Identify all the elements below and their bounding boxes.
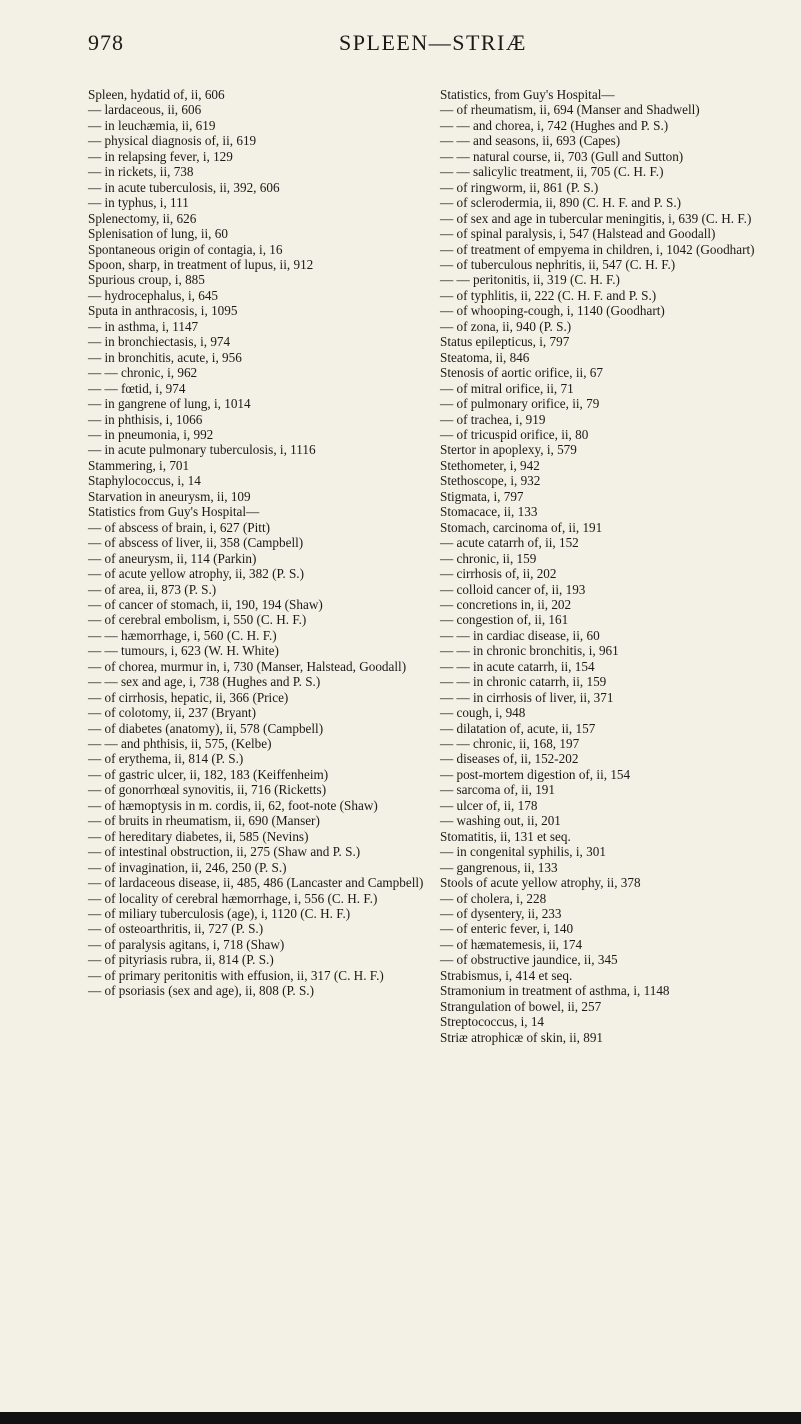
- index-entry: Spurious croup, i, 885: [88, 272, 205, 288]
- index-entry: — of pityriasis rubra, ii, 814 (P. S.): [88, 952, 274, 968]
- index-entry: — — peritonitis, ii, 319 (C. H. F.): [440, 272, 620, 288]
- index-entry: — of cancer of stomach, ii, 190, 194 (Shaw): [88, 596, 323, 612]
- index-entry: — of psoriasis (sex and age), ii, 808 (P. S.): [88, 983, 314, 999]
- index-entry: Stammering, i, 701: [88, 457, 190, 473]
- index-entry: — colloid cancer of, ii, 193: [440, 581, 586, 597]
- index-entry: — congestion of, ii, 161: [440, 612, 569, 628]
- index-entry: — of abscess of liver, ii, 358 (Campbell): [88, 535, 304, 551]
- index-entry: — — in cirrhosis of liver, ii, 371: [440, 689, 614, 705]
- page-header: [88, 30, 778, 60]
- index-entry: — of locality of cerebral hæmorrhage, i, 556 (C. H. F.): [88, 890, 378, 906]
- index-entry: — of cholera, i, 228: [440, 890, 547, 906]
- index-entry: Strabismus, i, 414 et seq.: [440, 967, 573, 983]
- index-entry: Stethoscope, i, 932: [440, 473, 541, 489]
- index-entry: Stenosis of aortic orifice, ii, 67: [440, 365, 603, 381]
- index-entry: — of rheumatism, ii, 694 (Manser and Shadwell): [440, 102, 700, 118]
- index-entry: — of cirrhosis, hepatic, ii, 366 (Price): [88, 689, 289, 705]
- index-entry: — of area, ii, 873 (P. S.): [88, 581, 217, 597]
- index-entry: Spleen, hydatid of, ii, 606: [88, 87, 225, 102]
- index-entry: — cough, i, 948: [440, 705, 526, 721]
- index-entry: — — sex and age, i, 738 (Hughes and P. S.): [88, 674, 321, 690]
- index-entry: — — chronic, ii, 168, 197: [440, 736, 580, 752]
- index-entry: Spontaneous origin of contagia, i, 16: [88, 241, 283, 257]
- index-entry: Stertor in apoplexy, i, 579: [440, 442, 577, 458]
- index-entry: — chronic, ii, 159: [440, 550, 537, 566]
- index-entry: — of pulmonary orifice, ii, 79: [440, 396, 600, 412]
- index-entry: — of treatment of empyema in children, i, 1042 (Goodhart): [440, 241, 755, 257]
- index-entry: Spoon, sharp, in treatment of lupus, ii, 912: [88, 256, 314, 272]
- index-entry: — lardaceous, ii, 606: [88, 102, 202, 118]
- index-entry: — of typhlitis, ii, 222 (C. H. F. and P. S.): [440, 287, 657, 303]
- index-entry: — in relapsing fever, i, 129: [88, 148, 233, 164]
- index-entry: Steatoma, ii, 846: [440, 349, 530, 365]
- index-entry: — — and seasons, ii, 693 (Capes): [440, 133, 621, 149]
- index-entry: — in acute pulmonary tuberculosis, i, 1116: [88, 442, 316, 458]
- index-entry: Splenisation of lung, ii, 60: [88, 226, 228, 242]
- index-entry: Stools of acute yellow atrophy, ii, 378: [440, 875, 641, 891]
- index-entry: Stramonium in treatment of asthma, i, 1148: [440, 983, 670, 999]
- index-entry: — of osteoarthritis, ii, 727 (P. S.): [88, 921, 264, 937]
- index-entry: — in acute tuberculosis, ii, 392, 606: [88, 179, 280, 195]
- index-entry: — of obstructive jaundice, ii, 345: [440, 952, 618, 968]
- index-entry: — of primary peritonitis with effusion, ii, 317 (C. H. F.): [88, 967, 384, 983]
- index-entry: — of diabetes (anatomy), ii, 578 (Campbell): [88, 720, 324, 736]
- index-entry: Striæ atrophicæ of skin, ii, 891: [440, 1029, 604, 1045]
- index-entry: Statistics from Guy's Hospital—: [88, 504, 260, 520]
- index-entry: — physical diagnosis of, ii, 619: [88, 133, 257, 149]
- index-entry: — in leuchæmia, ii, 619: [88, 117, 216, 133]
- index-column-right: [440, 87, 780, 1045]
- index-entry: Strangulation of bowel, ii, 257: [440, 998, 602, 1014]
- index-entry: — of dysentery, ii, 233: [440, 906, 562, 922]
- index-entry: — acute catarrh of, ii, 152: [440, 535, 579, 551]
- index-entry: Staphylococcus, i, 14: [88, 473, 201, 489]
- bottom-edge-bar: [0, 1412, 801, 1424]
- index-entry: — of enteric fever, i, 140: [440, 921, 574, 937]
- index-entry: — — and chorea, i, 742 (Hughes and P. S.): [440, 117, 669, 133]
- index-entry: — of invagination, ii, 246, 250 (P. S.): [88, 859, 287, 875]
- index-entry: — ulcer of, ii, 178: [440, 797, 538, 813]
- index-column-left: [88, 87, 428, 999]
- index-entry: — of mitral orifice, ii, 71: [440, 380, 574, 396]
- index-entry: — of ringworm, ii, 861 (P. S.): [440, 179, 599, 195]
- index-entry: Stomacace, ii, 133: [440, 504, 538, 520]
- index-entry: — of aneurysm, ii, 114 (Parkin): [88, 550, 257, 566]
- index-entry: Streptococcus, i, 14: [440, 1014, 545, 1030]
- index-entry: — of sclerodermia, ii, 890 (C. H. F. and P. S.): [440, 195, 682, 211]
- index-entry: Sputa in anthracosis, i, 1095: [88, 303, 238, 319]
- index-entry: — — tumours, i, 623 (W. H. White): [88, 643, 279, 659]
- index-entry: — of colotomy, ii, 237 (Bryant): [88, 705, 256, 721]
- running-head: SPLEEN—STRIÆ: [339, 30, 527, 55]
- index-entry: — concretions in, ii, 202: [440, 596, 572, 612]
- index-entry: — of hæmatemesis, ii, 174: [440, 936, 583, 952]
- index-entry: — in gangrene of lung, i, 1014: [88, 396, 251, 412]
- index-entry: — in rickets, ii, 738: [88, 164, 194, 180]
- index-entry: — — salicylic treatment, ii, 705 (C. H. F.): [440, 164, 664, 180]
- index-entry: — — in chronic bronchitis, i, 961: [440, 643, 619, 659]
- index-entry: Stigmata, i, 797: [440, 488, 524, 504]
- index-entry: — of tricuspid orifice, ii, 80: [440, 426, 589, 442]
- index-entry: — of sex and age in tubercular meningitis, i, 639 (C. H. F.): [440, 210, 752, 226]
- index-entry: — in phthisis, i, 1066: [88, 411, 203, 427]
- index-entry: — of gastric ulcer, ii, 182, 183 (Keiffenheim): [88, 766, 329, 782]
- index-entry: — of tuberculous nephritis, ii, 547 (C. H. F.): [440, 256, 676, 272]
- index-entry: — — chronic, i, 962: [88, 365, 198, 381]
- index-entry: — of gonorrhœal synovitis, ii, 716 (Ricketts): [88, 782, 327, 798]
- index-entry: — gangrenous, ii, 133: [440, 859, 558, 875]
- index-entry: Status epilepticus, i, 797: [440, 334, 570, 350]
- index-entry: — in congenital syphilis, i, 301: [440, 844, 606, 860]
- index-entry: — post-mortem digestion of, ii, 154: [440, 766, 631, 782]
- index-entry: — — fœtid, i, 974: [88, 380, 186, 396]
- index-entry: — — in cardiac disease, ii, 60: [440, 627, 600, 643]
- index-entry: — — in acute catarrh, ii, 154: [440, 658, 595, 674]
- index-entry: — in asthma, i, 1147: [88, 318, 199, 334]
- index-entry: — — in chronic catarrh, ii, 159: [440, 674, 607, 690]
- index-entry: — of paralysis agitans, i, 718 (Shaw): [88, 936, 285, 952]
- index-entry: — cirrhosis of, ii, 202: [440, 566, 557, 582]
- index-entry: Stethometer, i, 942: [440, 457, 540, 473]
- index-entry: — — hæmorrhage, i, 560 (C. H. F.): [88, 627, 277, 643]
- index-entry: — of abscess of brain, i, 627 (Pitt): [88, 519, 271, 535]
- index-entry: — of acute yellow atrophy, ii, 382 (P. S.): [88, 566, 304, 582]
- index-entry: — of hæmoptysis in m. cordis, ii, 62, foot-note (Shaw): [88, 797, 378, 813]
- index-entry: — of zona, ii, 940 (P. S.): [440, 318, 572, 334]
- index-entry: Splenectomy, ii, 626: [88, 210, 197, 226]
- index-entry: — of cerebral embolism, i, 550 (C. H. F.): [88, 612, 307, 628]
- index-entry: — of intestinal obstruction, ii, 275 (Shaw and P. S.): [88, 844, 361, 860]
- index-entry: — in pneumonia, i, 992: [88, 426, 214, 442]
- index-entry: — washing out, ii, 201: [440, 813, 561, 829]
- index-entry: — of erythema, ii, 814 (P. S.): [88, 751, 244, 767]
- index-entry: Stomatitis, ii, 131 et seq.: [440, 828, 571, 844]
- index-entry: — of trachea, i, 919: [440, 411, 546, 427]
- index-entry: — dilatation of, acute, ii, 157: [440, 720, 596, 736]
- index-entry: — of miliary tuberculosis (age), i, 1120 (C. H. F.): [88, 906, 351, 922]
- index-entry: Starvation in aneurysm, ii, 109: [88, 488, 251, 504]
- index-entry: — diseases of, ii, 152-202: [440, 751, 579, 767]
- page-number: 978: [88, 30, 124, 55]
- index-entry: — in bronchitis, acute, i, 956: [88, 349, 242, 365]
- index-entry: — hydrocephalus, i, 645: [88, 287, 219, 303]
- index-entry: — of hereditary diabetes, ii, 585 (Nevins): [88, 828, 309, 844]
- index-entry: Stomach, carcinoma of, ii, 191: [440, 519, 603, 535]
- index-entry: — sarcoma of, ii, 191: [440, 782, 555, 798]
- index-entry: — in bronchiectasis, i, 974: [88, 334, 231, 350]
- index-entry: Statistics, from Guy's Hospital—: [440, 87, 615, 102]
- index-entry: — of whooping-cough, i, 1140 (Goodhart): [440, 303, 665, 319]
- index-entry: — — and phthisis, ii, 575, (Kelbe): [88, 736, 272, 752]
- index-entry: — of bruits in rheumatism, ii, 690 (Manser): [88, 813, 320, 829]
- index-entry: — of chorea, murmur in, i, 730 (Manser, Halstead, Goodall): [88, 658, 407, 674]
- index-entry: — in typhus, i, 111: [88, 195, 189, 211]
- index-entry: — — natural course, ii, 703 (Gull and Sutton): [440, 148, 684, 164]
- index-entry: — of spinal paralysis, i, 547 (Halstead and Goodall): [440, 226, 716, 242]
- index-entry: — of lardaceous disease, ii, 485, 486 (Lancaster and Campbell): [88, 875, 424, 891]
